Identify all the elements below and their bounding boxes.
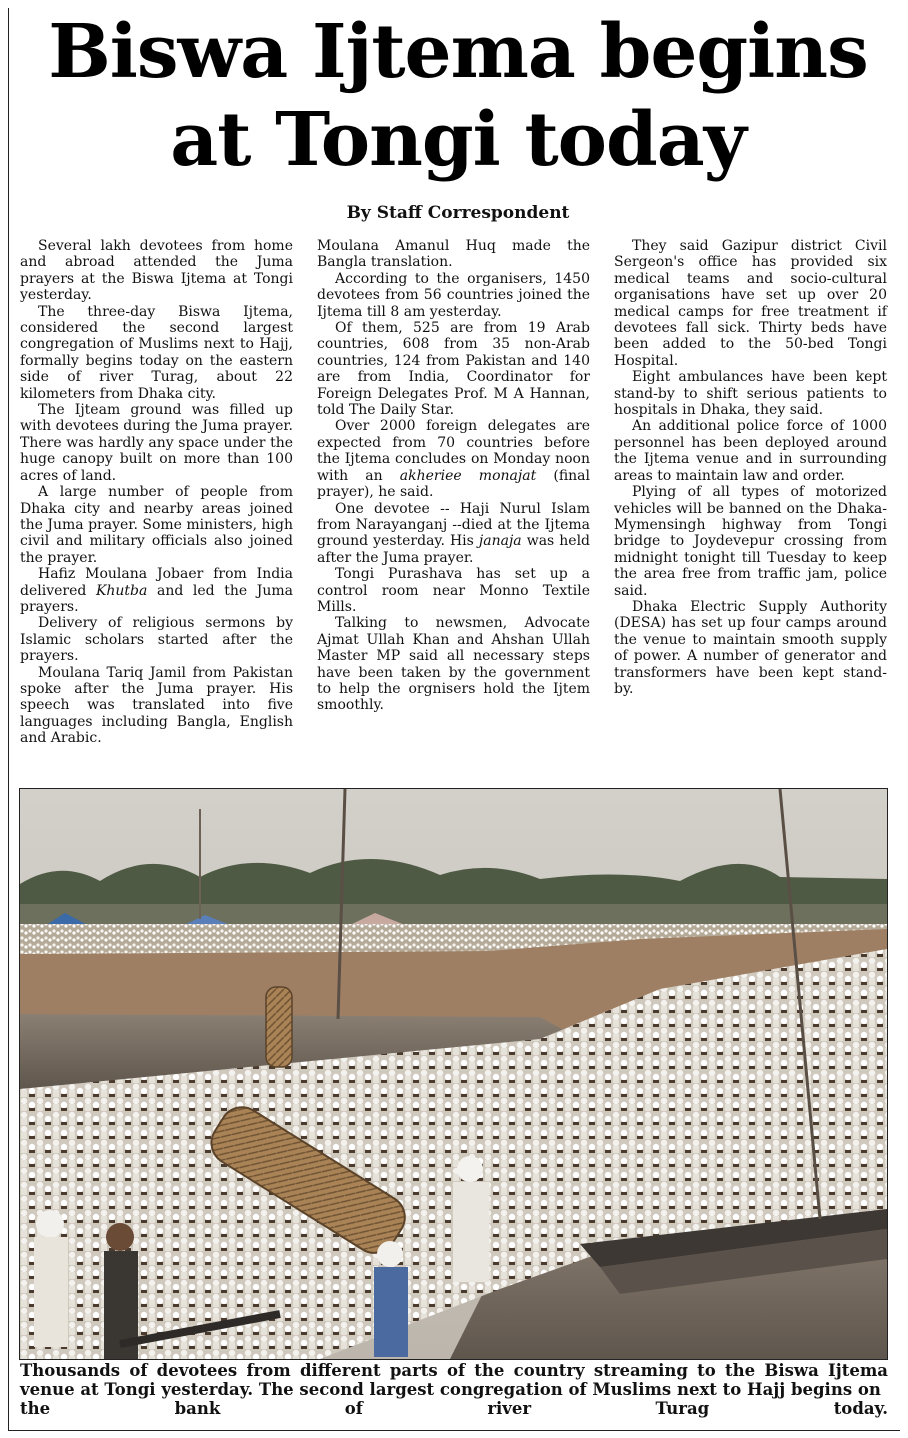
paragraph xyxy=(317,418,590,500)
caption-word: bank xyxy=(174,1399,221,1418)
paragraph: Moulana Tariq Jamil from Pakistan spoke after the Juma prayer. His speech was translated into five languages including Bangla, English and Arabic. xyxy=(20,664,293,747)
caption-word: today. xyxy=(833,1399,888,1418)
paragraph-text: One devotee -- Haji Nurul Islam from Narayanganj --died at the Ijtema ground yesterday. His xyxy=(317,500,590,550)
paragraph: Of them, 525 are from 19 Arab countries, 608 from 35 non-Arab countries, 124 from Pakistan and 140 are from India, Coordinator for Foreign Delegates Prof. M A Hannan, told The Daily Star. xyxy=(317,320,590,419)
caption-text: Thousands of devotees from different parts of the country streaming to the Biswa Ijtema venue at Tongi yesterday. The second largest congregation of Muslims next to Hajj begins on xyxy=(20,1361,888,1399)
paragraph: Delivery of religious sermons by Islamic scholars started after the prayers. xyxy=(20,615,293,665)
caption-word: river xyxy=(487,1399,532,1418)
paragraph xyxy=(20,566,293,615)
paragraph xyxy=(317,501,590,567)
italic-term: Khutba xyxy=(95,582,148,599)
left-column-rule xyxy=(8,8,9,1430)
crowd-photo-illustration xyxy=(20,789,887,1359)
article-column-2 xyxy=(317,238,590,714)
paragraph: Moulana Amanul Huq made the Bangla translation. xyxy=(317,238,590,271)
headline xyxy=(18,8,898,184)
paragraph: Tongi Purashava has set up a control room near Monno Textile Mills. xyxy=(317,566,590,615)
paragraph-text: Over 2000 foreign delegates are expected from 70 countries before the Ijtema concludes on Monday noon with an xyxy=(317,418,590,484)
news-photo xyxy=(19,788,888,1360)
paragraph: Dhaka Electric Supply Authority (DESA) has set up four camps around the venue to maintain smooth supply of power. A number of generator and transformers have been kept stand-by. xyxy=(614,598,887,697)
paragraph: Talking to newsmen, Advocate Ajmat Ullah Khan and Ahshan Ullah Master MP said all necessary steps have been taken by the government to help the orgnisers hold the Ijtem smoothly. xyxy=(317,615,590,714)
article-body xyxy=(20,238,888,786)
caption-word: the xyxy=(20,1399,51,1418)
paragraph-text: Hafiz Moulana Jobaer from India delivered xyxy=(20,566,293,599)
paragraph-text: and led the Juma prayers. xyxy=(20,582,293,615)
article-column-3 xyxy=(614,238,887,697)
paragraph-text: was held after the Juma prayer. xyxy=(317,533,591,566)
paragraph: Several lakh devotees from home and abroad attended the Juma prayers at the Biswa Ijtema at Tongi yesterday. xyxy=(20,238,293,304)
caption-word: of xyxy=(344,1399,363,1418)
paragraph-text: (final prayer), he said. xyxy=(317,467,591,501)
paragraph: An additional police force of 1000 personnel has been deployed around the Ijtema venue and in surrounding areas to maintain law and order. xyxy=(614,418,887,484)
paragraph: According to the organisers, 1450 devotees from 56 countries joined the Ijtema till 8 am yesterday. xyxy=(317,270,590,320)
paragraph: Eight ambulances have been kept stand-by to shift serious patients to hospitals in Dhaka, they said. xyxy=(614,369,887,419)
byline: By Staff Correspondent xyxy=(346,203,570,223)
paragraph: Plying of all types of motorized vehicles will be banned on the Dhaka- Mymensingh highway from Tongi bridge to Joydevepur crossing from midnight tonight till Tuesday to keep the area free from traffic jam, police said. xyxy=(614,484,887,599)
caption-last-line xyxy=(20,1399,888,1418)
photo-caption xyxy=(20,1361,888,1418)
caption-word: Turag xyxy=(655,1399,710,1418)
paragraph: The three-day Biswa Ijtema, considered the second largest congregation of Muslims next to Hajj, formally begins today on the eastern side of river Turag, about 22 kilometers from Dhaka city. xyxy=(20,303,293,402)
paragraph: They said Gazipur district Civil Sergeon's office has provided six medical teams and socio-cultural organisations have set up over 20 medical camps for free treatment if devotees fall sick. Thirty beds have been added to the 50-bed Tongi Hospital. xyxy=(614,238,887,369)
article-column-1 xyxy=(20,238,293,747)
headline-line-2: at Tongi today xyxy=(170,97,746,183)
paragraph: The Ijteam ground was filled up with devotees during the Juma prayer. There was hardly any space under the huge canopy built on more than 100 acres of land. xyxy=(20,402,293,484)
bottom-rule xyxy=(8,1430,900,1431)
italic-term: janaja xyxy=(478,533,522,550)
italic-term: akheriee monajat xyxy=(399,467,537,484)
headline-line-1: Biswa Ijtema begins xyxy=(48,9,868,95)
paragraph: A large number of people from Dhaka city and nearby areas joined the Juma prayer. Some ministers, high civil and military officials also joined the prayer. xyxy=(20,484,293,566)
